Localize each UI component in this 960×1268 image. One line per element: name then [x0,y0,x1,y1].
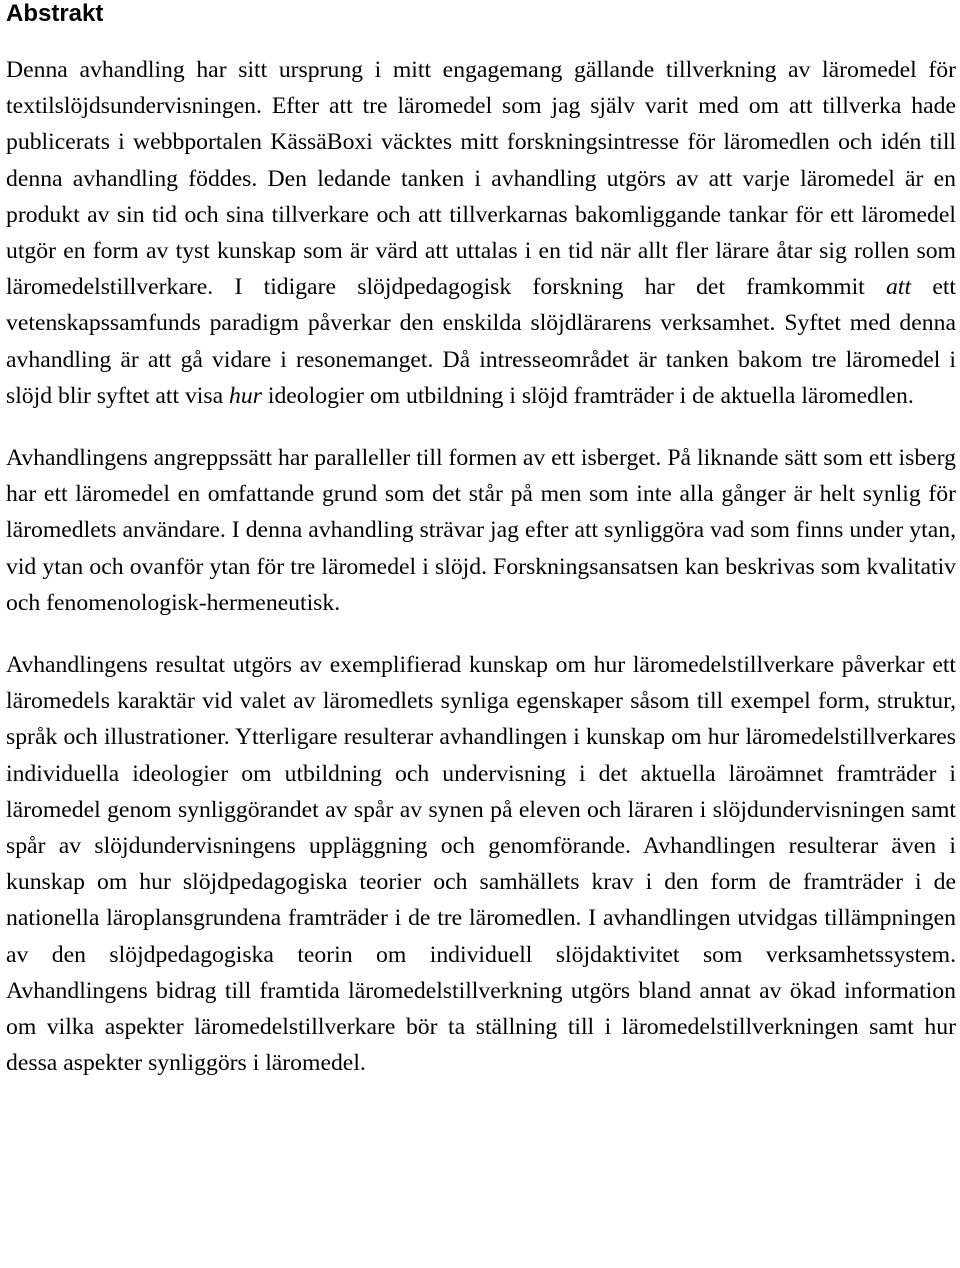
paragraph-1-emphasis-hur: hur [229,382,262,409]
document-page [6,0,956,1081]
paragraph-1-emphasis-att: att [886,274,912,301]
section-heading: Abstrakt [6,0,104,27]
paragraph-1-text-a: Denna avhandling har sitt ursprung i mitt engagemang gällande tillverkning av läromedel för textilslöjdsundervisningen. Efter att tre läromedel som jag själv varit med om att tillverka hade publicerats i webbportalen KässäBoxi väcktes mitt forskningsintresse för läromedlen och idén till denna avhandling föddes. Den ledande tanken i avhandling utgörs av att varje läromedel är en produkt av sin tid och sina tillverkare och att tillverkarnas bakomliggande tankar för ett läromedel utgör en form av tyst kunskap som är värd att uttalas i en tid när allt fler lärare åtar sig rollen som läromedelstillverkare. I tidigare slöjdpedagogisk forskning har det framkommit [6,57,956,301]
paragraph-3: Avhandlingens resultat utgörs av exemplifierad kunskap om hur läromedelstillverkare påverkar ett läromedels karaktär vid valet av läromedlets synliga egenskaper såsom till exempel form, struktur, språk och illustrationer. Ytterligare resulterar avhandlingen i kunskap om hur läromedelstillverkares individuella ideologier om utbildning och undervisning i det aktuella läroämnet framträder i läromedel genom synliggörandet av spår av synen på eleven och läraren i slöjdundervisningen samt spår av slöjdundervisningens uppläggning och genomförande. Avhandlingen resulterar även i kunskap om hur slöjdpedagogiska teorier och samhällets krav i den form de framträder i de nationella läroplansgrundena framträder i de tre läromedlen. I avhandlingen utvidgas tillämpningen av den slöjdpedagogiska teorin om individuell slöjdaktivitet som verksamhetssystem. Avhandlingens bidrag till framtida läromedelstillverkning utgörs bland annat av ökad information om vilka aspekter läromedelstillverkare bör ta ställning till i läromedelstillverkningen samt hur dessa aspekter synliggörs i läromedel. [6,652,956,1077]
paragraph-1-text-c: ideologier om utbildning i slöjd framträder i de aktuella läromedlen. [261,382,914,409]
paragraph-1-text-b: ett vetenskapssamfunds paradigm påverkar den enskilda slöjdlärarens verksamhet. Syftet med denna avhandling är att gå vidare i resonemanget. Då intresseområdet är tanken bakom tre läromedel i slöjd blir syftet att visa [6,274,956,409]
paragraph-2: Avhandlingens angreppssätt har paralleller till formen av ett isberget. På liknande sätt som ett isberg har ett läromedel en omfattande grund som det står på men som inte alla gånger är helt synlig för läromedlets användare. I denna avhandling strävar jag efter att synliggöra vad som finns under ytan, vid ytan och ovanför ytan för tre läromedel i slöjd. Forskningsansatsen kan beskrivas som kvalitativ och fenomenologisk-hermeneutisk. [6,445,956,616]
paragraph-1 [6,52,956,414]
